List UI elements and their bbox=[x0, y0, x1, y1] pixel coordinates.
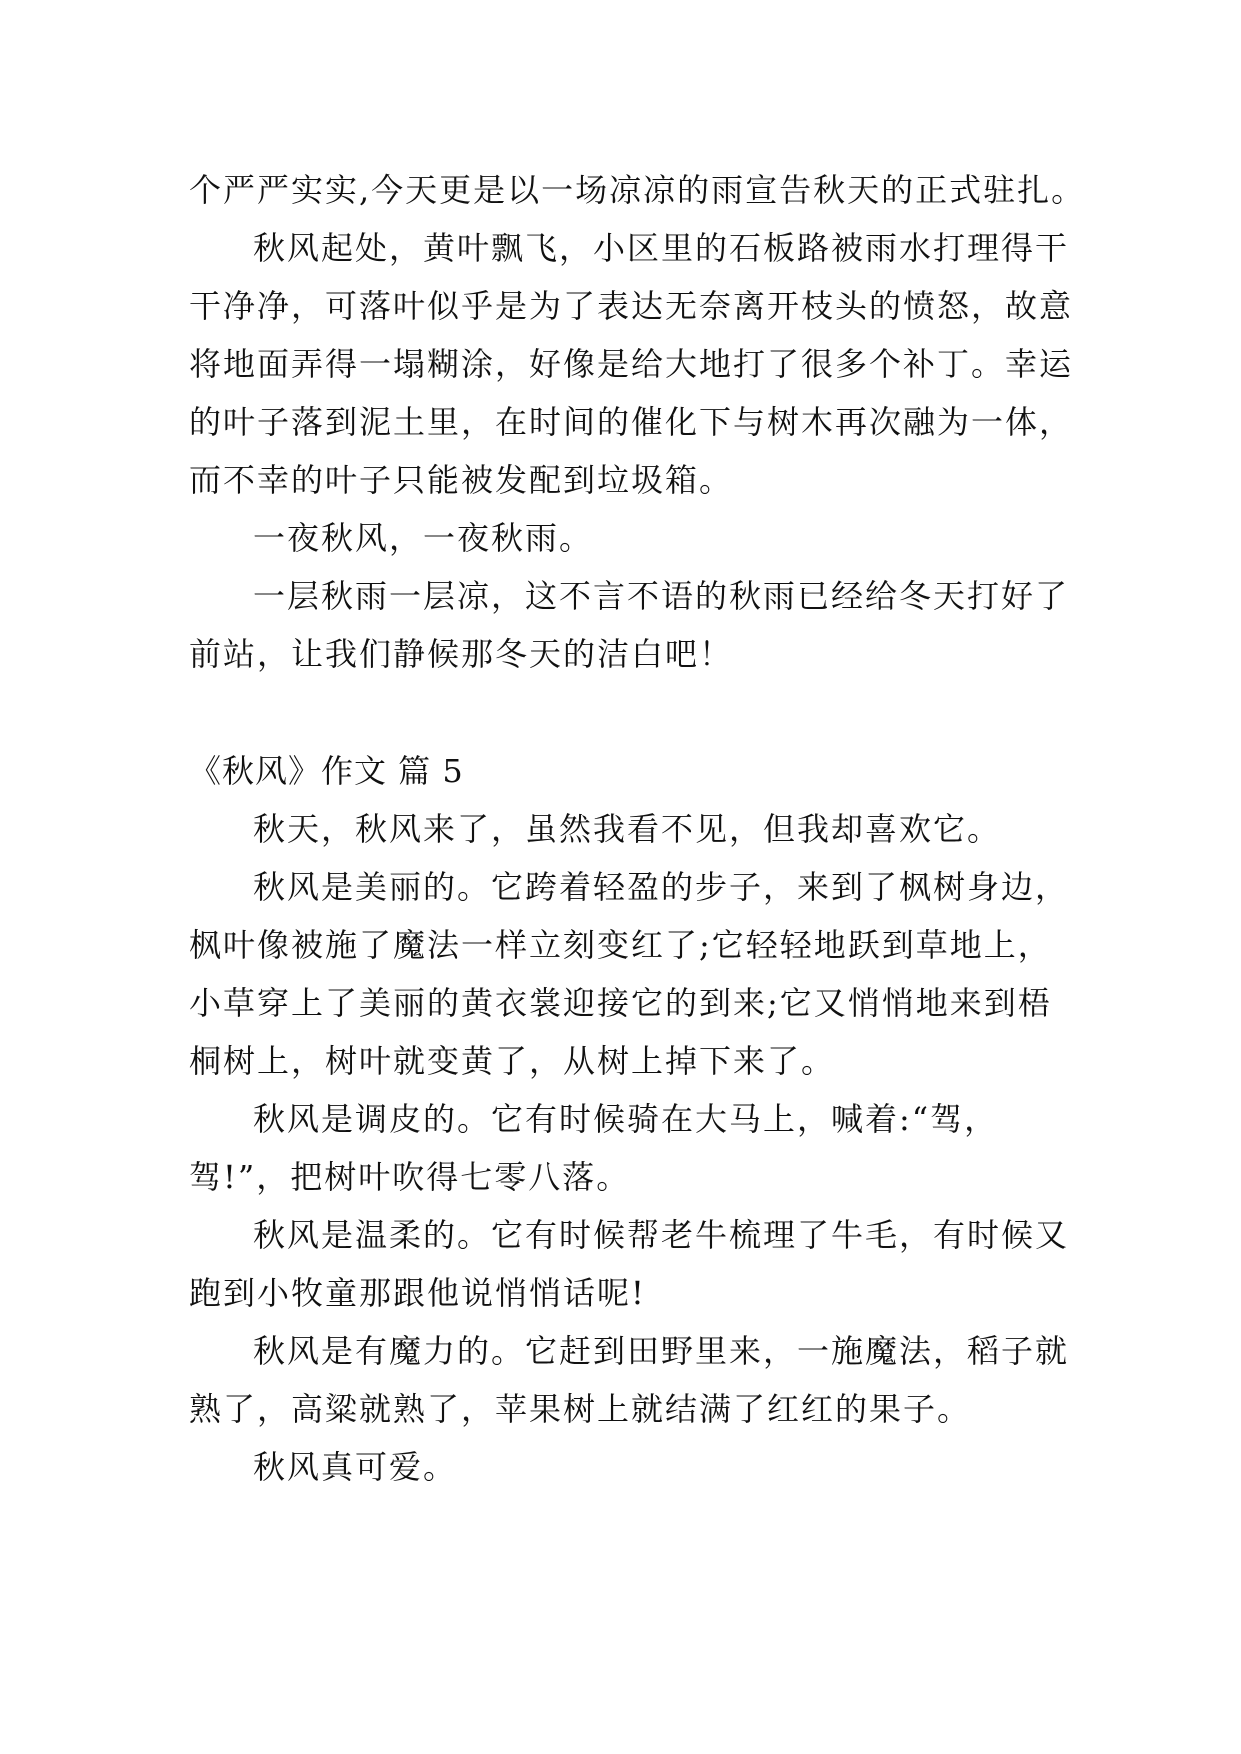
paragraph-start: 秋风是调皮的。它有时候骑在大马上，喊着:“驾， bbox=[253, 1100, 999, 1138]
paragraph-start: 秋风真可爱。 bbox=[253, 1448, 458, 1486]
text-line: 将地面弄得一塌糊涂，好像是给大地打了很多个补丁。幸运 bbox=[189, 345, 1074, 383]
paragraph-start: 秋风是温柔的。它有时候帮老牛梳理了牛毛，有时候又 bbox=[253, 1216, 1070, 1254]
text-line: 干净净，可落叶似乎是为了表达无奈离开枝头的愤怒，故意 bbox=[189, 287, 1074, 325]
text-line: 的叶子落到泥土里，在时间的催化下与树木再次融为一体， bbox=[189, 403, 1074, 441]
text-line: 前站，让我们静候那冬天的洁白吧！ bbox=[189, 635, 734, 673]
text-line: 熟了，高粱就熟了，苹果树上就结满了红红的果子。 bbox=[189, 1390, 972, 1428]
paragraph-start: 秋天，秋风来了，虽然我看不见，但我却喜欢它。 bbox=[253, 810, 1002, 848]
text-line: 桐树上，树叶就变黄了，从树上掉下来了。 bbox=[189, 1042, 836, 1080]
text-line: 小草穿上了美丽的黄衣裳迎接它的到来;它又悄悄地来到梧 bbox=[189, 984, 1052, 1022]
text-line: 驾!”，把树叶吹得七零八落。 bbox=[189, 1158, 631, 1196]
paragraph-start: 秋风是有魔力的。它赶到田野里来，一施魔法，稻子就 bbox=[253, 1332, 1070, 1370]
paragraph-start: 一夜秋风，一夜秋雨。 bbox=[253, 519, 594, 557]
section-title: 《秋风》作文 篇 5 bbox=[189, 752, 464, 790]
paragraph-start: 一层秋雨一层凉，这不言不语的秋雨已经给冬天打好了 bbox=[253, 577, 1070, 615]
paragraph-start: 秋风是美丽的。它跨着轻盈的步子，来到了枫树身边， bbox=[253, 868, 1070, 906]
text-line: 而不幸的叶子只能被发配到垃圾箱。 bbox=[189, 461, 734, 499]
text-line: 个严严实实,今天更是以一场凉凉的雨宣告秋天的正式驻扎。 bbox=[189, 171, 1086, 209]
text-line: 枫叶像被施了魔法一样立刻变红了;它轻轻地跃到草地上， bbox=[189, 926, 1052, 964]
text-line: 跑到小牧童那跟他说悄悄话呢! bbox=[189, 1274, 646, 1312]
paragraph-start: 秋风起处，黄叶飘飞，小区里的石板路被雨水打理得干 bbox=[253, 229, 1070, 267]
